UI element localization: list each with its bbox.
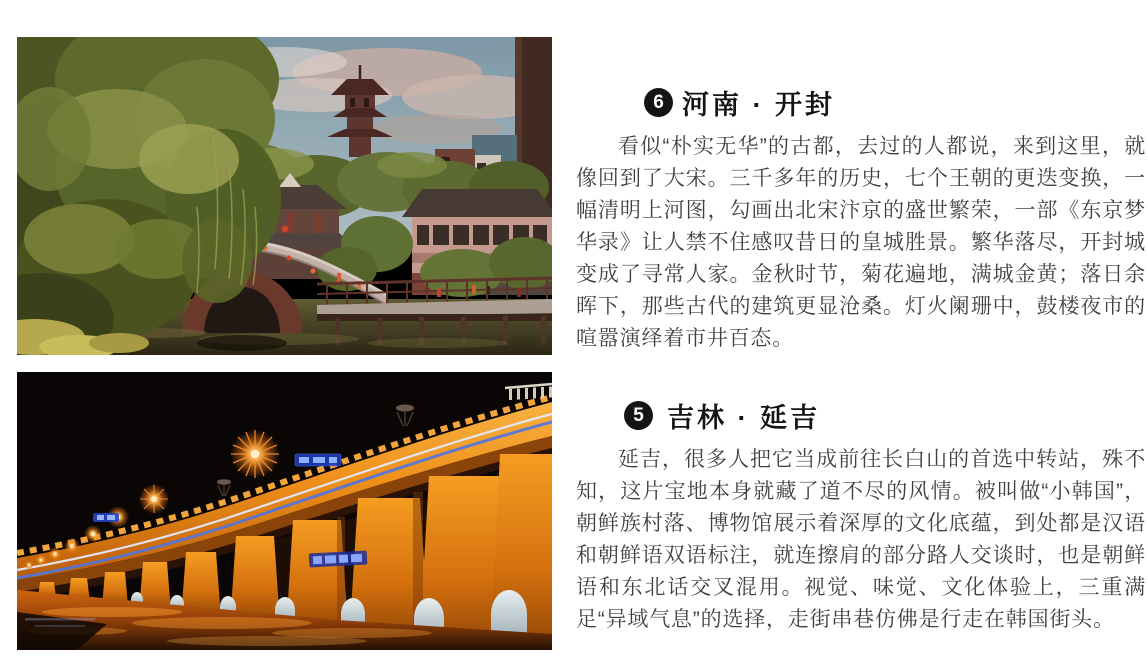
yanji-photo-illustration xyxy=(17,372,552,650)
section-title: 吉林 · 延吉 xyxy=(667,403,820,433)
section-yanji xyxy=(576,396,1146,636)
badge-number: 5 xyxy=(633,405,644,426)
kaifeng-photo xyxy=(17,37,552,355)
circled-number-badge xyxy=(644,88,673,117)
badge-number: 6 xyxy=(653,92,664,113)
section-title-row xyxy=(624,396,1146,435)
yanji-photo xyxy=(17,372,552,650)
section-body-paragraph: 看似“朴实无华”的古都，去过的人都说，来到这里，就像回到了大宋。三千多年的历史，七个王朝的更迭变换，一幅清明上河图，勾画出北宋汴京的盛世繁荣，一部《东京梦华录》让人禁不住感叹昔日的皇城胜景。繁华落尽，开封城变成了寻常人家。金秋时节，菊花遍地，满城金黄；落日余晖下，那些古代的建筑更显沧桑。灯火阑珊中，鼓楼夜市的喧嚣演绎着市井百态。 xyxy=(576,135,1146,350)
kaifeng-photo-illustration xyxy=(17,37,552,355)
section-kaifeng xyxy=(576,83,1146,355)
circled-number-badge xyxy=(624,401,653,430)
section-title-row xyxy=(644,83,1146,122)
section-body-paragraph: 延吉，很多人把它当成前往长白山的首选中转站，殊不知，这片宝地本身就藏了道不尽的风情。被叫做“小韩国”，朝鲜族村落、博物馆展示着深厚的文化底蕴，到处都是汉语和朝鲜语双语标注，就连擦肩的部分路人交谈时，也是朝鲜语和东北话交叉混用。视觉、味觉、文化体验上，三重满足“异域气息”的选择，走街串巷仿佛是行走在韩国街头。 xyxy=(576,448,1146,631)
section-title: 河南 · 开封 xyxy=(682,90,835,120)
